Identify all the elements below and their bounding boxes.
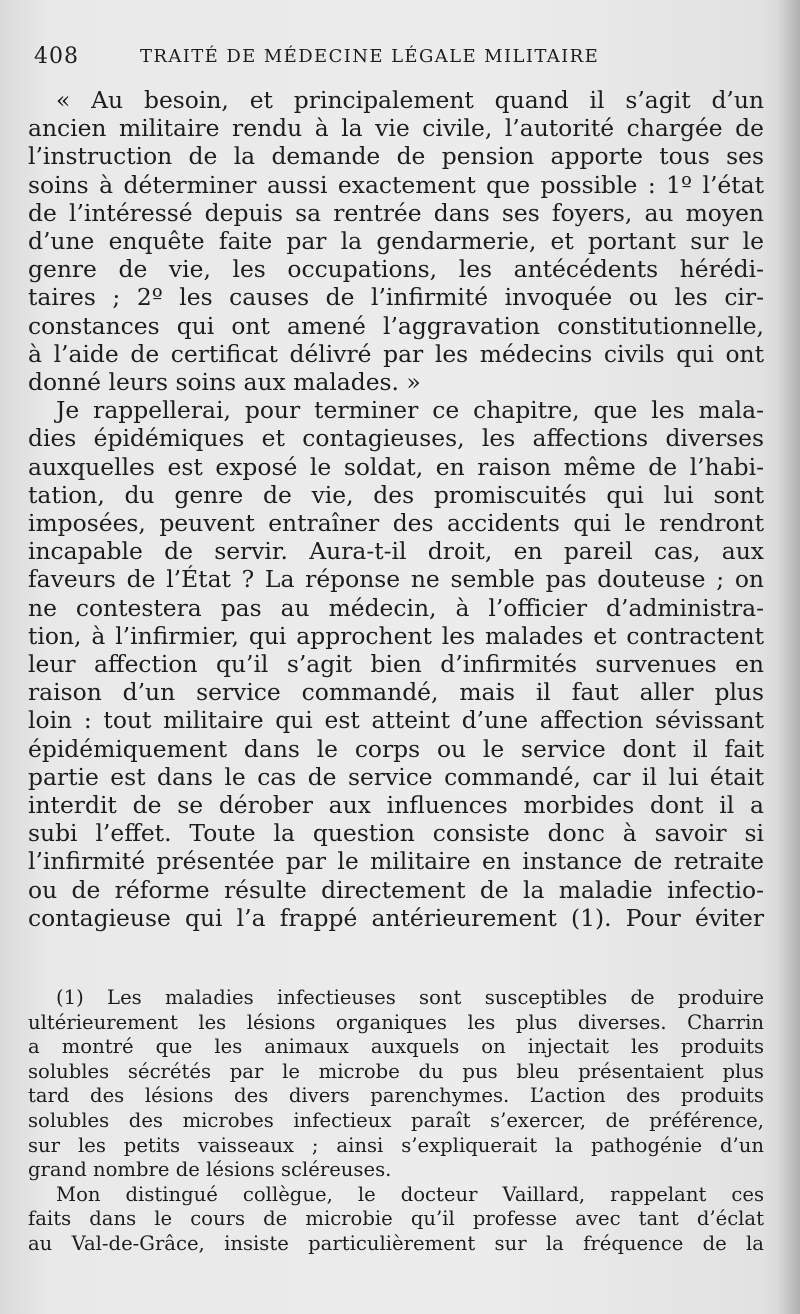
text-line: auxquelles est exposé le soldat, en raison même de l’habi- [28, 452, 764, 481]
footnote-line: faits dans le cours de microbie qu’il professe avec tant d’éclat [28, 1207, 764, 1231]
text-line: soins à déterminer aussi exactement que possible : 1º l’état [28, 170, 764, 199]
text-line: imposées, peuvent entraîner des accidents qui le rendront [28, 509, 764, 538]
page-number: 408 [34, 44, 79, 69]
text-line: raison d’un service commandé, mais il faut aller plus [28, 678, 764, 707]
text-line: subi l’effet. Toute la question consiste donc à savoir si [28, 819, 764, 848]
text-line: l’instruction de la demande de pension apporte tous ses [28, 142, 764, 171]
footnote-line: au Val-de-Grâce, insiste particulièrement sur la fréquence de la [28, 1231, 764, 1255]
text-line: constances qui ont amené l’aggravation constitutionnelle, [28, 311, 764, 340]
text-line: à l’aide de certificat délivré par les médecins civils qui ont [28, 339, 764, 368]
text-line: contagieuse qui l’a frappé antérieurement (1). Pour éviter [28, 903, 764, 932]
running-title: TRAITÉ DE MÉDECINE LÉGALE MILITAIRE [140, 46, 600, 67]
page-header [34, 42, 740, 72]
main-text [28, 86, 764, 932]
text-line: l’infirmité présentée par le militaire en instance de retraite [28, 847, 764, 876]
text-line: dies épidémiques et contagieuses, les affections diverses [28, 424, 764, 453]
footnote-line: ultérieurement les lésions organiques les plus diverses. Charrin [28, 1010, 764, 1034]
text-line: ou de réforme résulte directement de la maladie infectio- [28, 875, 764, 904]
text-line: épidémiquement dans le corps ou le service dont il fait [28, 734, 764, 763]
footnote-line: sur les petits vaisseaux ; ainsi s’expliquerait la pathogénie d’un [28, 1133, 764, 1157]
footnote-line: Mon distingué collègue, le docteur Vaillard, rappelant ces [56, 1182, 764, 1206]
footnote-line: a montré que les animaux auxquels on injectait les produits [28, 1035, 764, 1059]
text-line: taires ; 2º les causes de l’infirmité invoquée ou les cir- [28, 283, 764, 312]
text-line: faveurs de l’État ? La réponse ne semble pas douteuse ; on [28, 565, 764, 594]
text-line: d’une enquête faite par la gendarmerie, et portant sur le [28, 227, 764, 256]
footnote-line: solubles sécrétés par le microbe du pus bleu présentaient plus [28, 1059, 764, 1083]
text-line: ancien militaire rendu à la vie civile, l’autorité chargée de [28, 114, 764, 143]
text-line: « Au besoin, et principalement quand il s’agit d’un [56, 86, 764, 114]
text-line: tation, du genre de vie, des promiscuités qui lui sont [28, 480, 764, 509]
footnote-line: solubles des microbes infectieux paraît s’exercer, de préférence, [28, 1108, 764, 1132]
footnote-line: (1) Les maladies infectieuses sont susceptibles de produire [56, 986, 764, 1009]
text-line: incapable de servir. Aura-t-il droit, en pareil cas, aux [28, 537, 764, 566]
footnote-line: tard des lésions des divers parenchymes. L’action des produits [28, 1084, 764, 1108]
text-line: Je rappellerai, pour terminer ce chapitre, que les mala- [56, 396, 764, 425]
text-line: interdit de se dérober aux influences morbides dont il a [28, 791, 764, 820]
text-line: loin : tout militaire qui est atteint d’une affection sévissant [28, 706, 764, 735]
text-line: tion, à l’infirmier, qui approchent les malades et contractent [28, 621, 764, 650]
text-line: ne contestera pas au médecin, à l’officier d’administra- [28, 593, 764, 622]
page-edge-shadow [778, 0, 800, 1314]
text-line: donné leurs soins aux malades. » [28, 368, 421, 397]
text-line: de l’intéressé depuis sa rentrée dans ses foyers, au moyen [28, 198, 764, 227]
text-line: genre de vie, les occupations, les antécédents hérédi- [28, 255, 764, 284]
footnotes [28, 986, 764, 1257]
text-line: leur affection qu’il s’agit bien d’infirmités survenues en [28, 650, 764, 679]
footnote-line: grand nombre de lésions scléreuses. [28, 1158, 392, 1182]
text-line: partie est dans le cas de service commandé, car il lui était [28, 762, 764, 791]
